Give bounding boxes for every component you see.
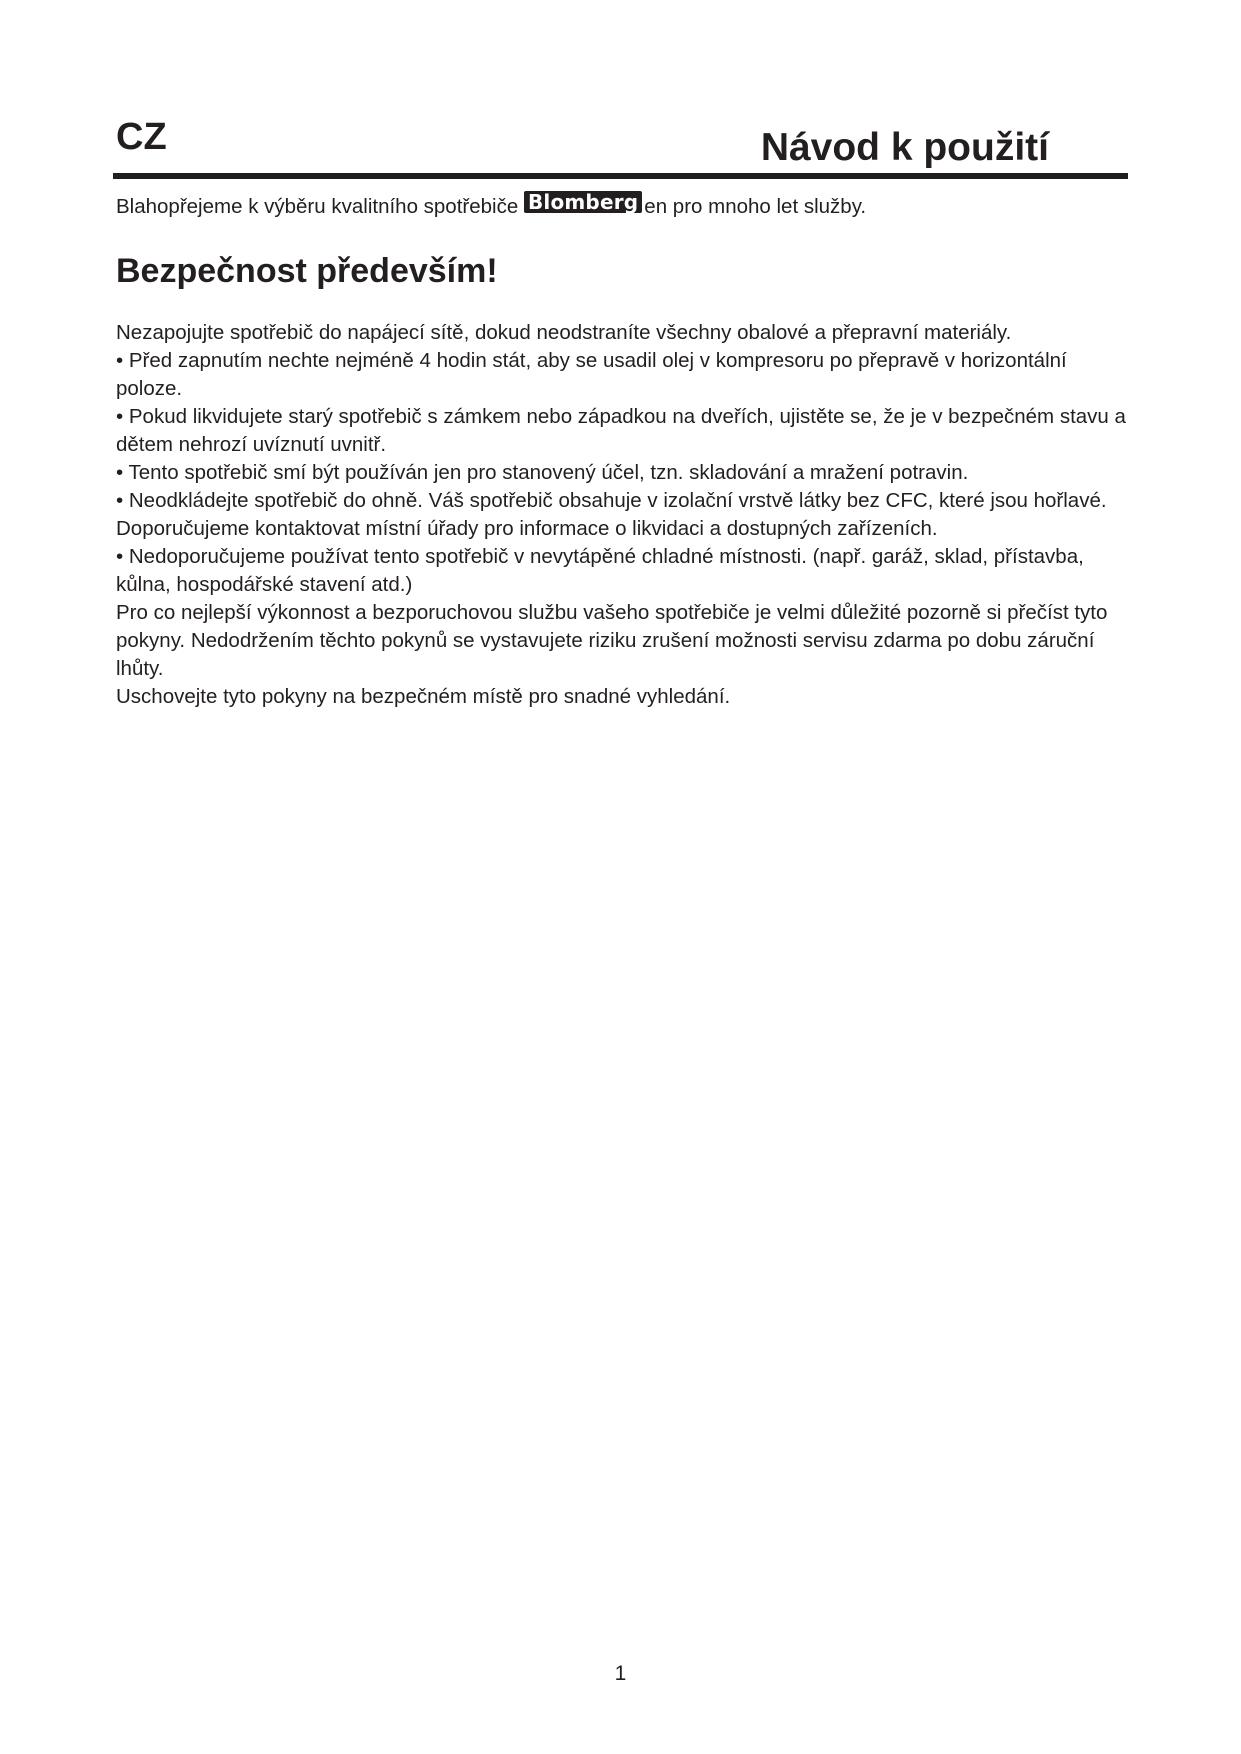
paragraph: • Neodkládejte spotřebič do ohně. Váš spotřebič obsahuje v izolační vrstvě látky bez CFC, které jsou hořlavé. Doporučujeme kontaktovat místní úřady pro informace o likvidaci a dostupných zařízeních. [116,489,1107,540]
section-heading: Bezpečnost především! [116,252,498,290]
paragraph: • Nedoporučujeme používat tento spotřebič v nevytápěné chladné místnosti. (např. garáž, sklad, přístavba, kůlna, hospodářské stavení atd.) [116,545,1084,596]
document-title: Návod k použití [760,126,1049,169]
paragraph: • Před zapnutím nechte nejméně 4 hodin stát, aby se usadil olej v kompresoru po přepravě v horizontální poloze. [116,349,1067,400]
paragraph: Uschovejte tyto pokyny na bezpečném místě pro snadné vyhledání. [116,685,731,708]
intro-text [116,190,1116,221]
paragraph: • Tento spotřebič smí být používán jen pro stanovený účel, tzn. skladování a mražení potravin. [116,461,969,484]
paragraph: Nezapojujte spotřebič do napájecí sítě, dokud neodstraníte všechny obalové a přepravní materiály. [116,321,1012,344]
paragraph: • Pokud likvidujete starý spotřebič s zámkem nebo západkou na dveřích, ujistěte se, že je v bezpečném stavu a dětem nehrozí uvíznutí uvnitř. [116,405,1126,456]
language-code: CZ [116,116,167,158]
intro-text-after-logo: en pro mnoho let služby. [644,195,867,218]
brand-logo: Blomberg [524,191,642,213]
safety-text [116,319,1128,711]
paragraph: Pro co nejlepší výkonnost a bezporuchovou službu vašeho spotřebiče je velmi důležité pozorně si přečíst tyto pokyny. Nedodržením těchto pokynů se vystavujete riziku zrušení možnosti servisu zdarma po dobu záruční lhůty. [116,601,1108,680]
page-number: 1 [614,1662,627,1685]
header-rule [113,173,1128,179]
intro-text-before-logo: Blahopřejeme k výběru kvalitního spotřebiče [116,195,524,218]
